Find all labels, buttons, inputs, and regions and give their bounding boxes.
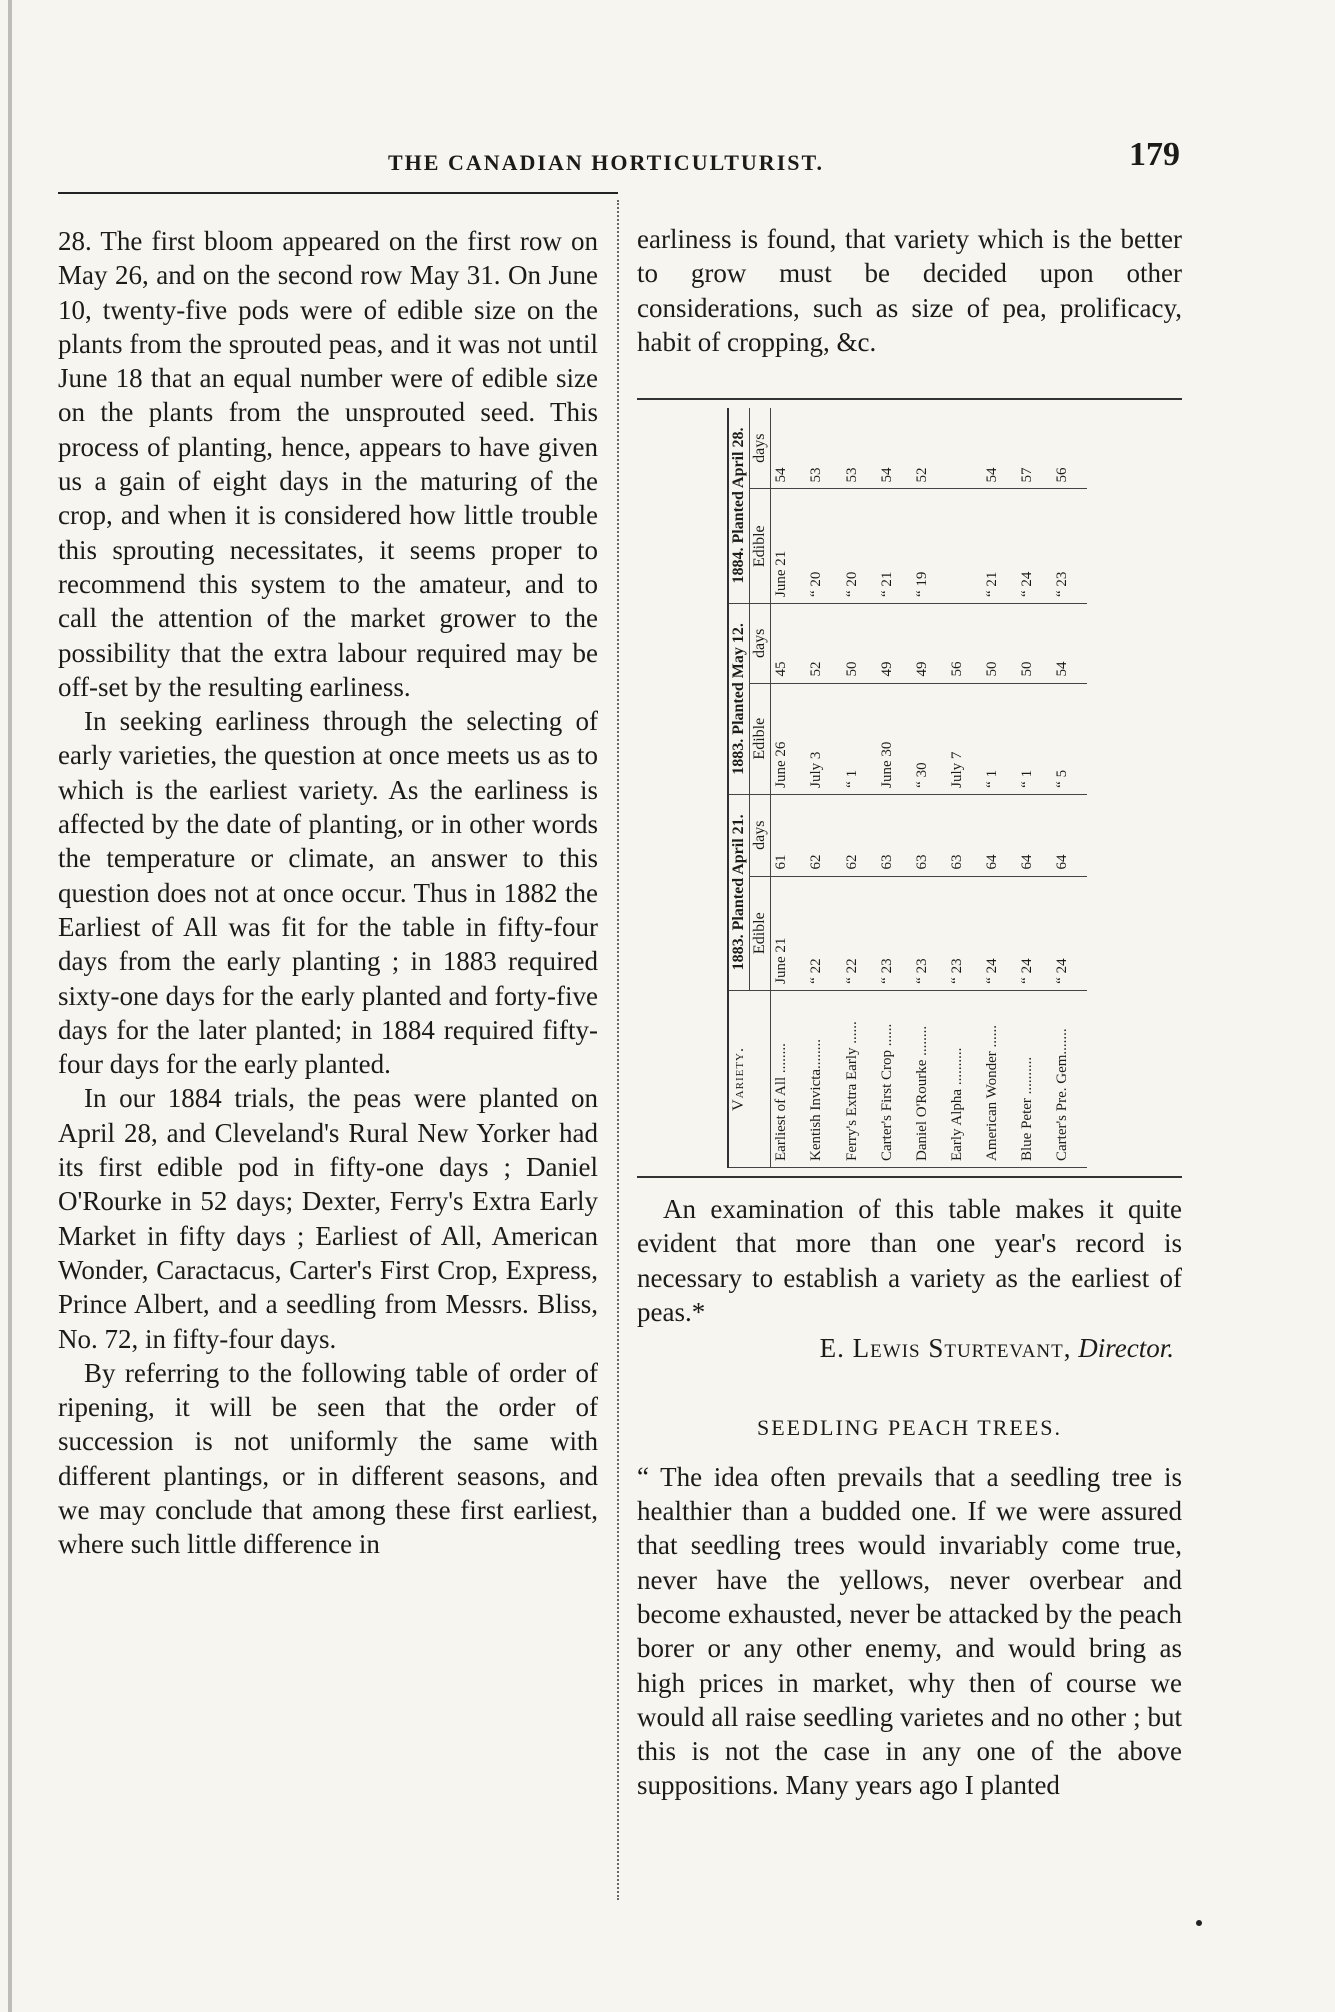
edible-date-cell: June 21 [771,489,807,604]
days-cell: 49 [877,604,912,684]
days-cell: 52 [912,408,947,489]
edible-date-cell: “ 1 [982,683,1017,794]
right-column [637,222,1182,359]
table-row [771,408,807,1168]
table-row [806,408,841,1168]
edible-date-cell: “ 21 [982,489,1017,604]
edible-date-cell: “ 22 [806,876,841,990]
days-header: days [750,408,771,489]
paragraph-1884-trials: In our 1884 trials, the peas were planted on April 28, and Cleveland's Rural New Yorker had its first edible pod in fifty-one days ; Daniel O'Rourke in 52 days; Dexter, Ferry's Extra Early Market in fifty days ; Earliest of All, American Wonder, Caractacus, Carter's First Crop, Express, Prince Albert, and a seedling from Messrs. Bliss, No. 72, in fifty-four days. [58,1083,598,1354]
days-cell: 56 [947,604,982,684]
days-header: days [750,604,771,684]
table-row [1017,408,1052,1168]
variety-header: Variety. [728,990,771,1167]
variety-cell: Carter's Pre. Gem....... [1052,990,1087,1167]
variety-cell: Earliest of All ........ [771,990,807,1167]
edible-date-cell: June 21 [771,876,807,990]
edible-date-cell: “ 30 [912,683,947,794]
days-cell: 63 [912,794,947,876]
days-cell: 61 [771,794,807,876]
days-cell: 63 [877,794,912,876]
days-cell: 54 [771,408,807,489]
table-top-rule [637,398,1182,400]
days-cell: 52 [806,604,841,684]
section-title: SEEDLING PEACH TREES. [757,1415,1062,1441]
days-cell: 54 [1052,604,1087,684]
edible-date-cell: “ 24 [1052,876,1087,990]
stray-ink-dot [1196,1920,1202,1926]
right-column-lower [637,1192,1182,1803]
days-cell: 64 [1052,794,1087,876]
page-header [58,130,1180,180]
table-row [947,408,982,1168]
variety-cell: Kentish Invicta........ [806,990,841,1167]
days-cell: 64 [982,794,1017,876]
days-cell: 45 [771,604,807,684]
table-row [1052,408,1087,1168]
days-cell: 54 [877,408,912,489]
paragraph-table-examination: An examination of this table makes it quite evident that more than one year's record is necessary to establish a variety as the earliest of peas.* [637,1194,1182,1327]
days-cell: 57 [1017,408,1052,489]
edible-date-cell: “ 23 [912,876,947,990]
variety-cell: Blue Peter .......... [1017,990,1052,1167]
table-row [842,408,877,1168]
edible-date-cell: June 30 [877,683,912,794]
group-header-1883-may: 1883. Planted May 12. [728,604,750,795]
column-divider [617,200,619,1900]
edible-date-cell: “ 5 [1052,683,1087,794]
signature-name: E. Lewis Sturtevant, [819,1333,1072,1364]
variety-cell: Early Alpha .......... [947,990,982,1167]
days-cell: 56 [1052,408,1087,489]
days-cell: 50 [842,604,877,684]
days-cell: 53 [806,408,841,489]
edible-header: Edible [750,683,771,794]
running-head: THE CANADIAN HORTICULTURIST. [388,150,825,175]
table-row [912,408,947,1168]
days-cell: 63 [947,794,982,876]
paragraph-sprouting: 28. The first bloom appeared on the first row on May 26, and on the second row May 31. On June 10, twenty-five pods were of edible size on the plants from the sprouted peas, and it was not until June 18 that an equal number were of edible size on the plants from the unsprouted seed. This process of planting, hence, appears to have given us a gain of eight days in the maturing of the crop, and when it is considered how little trouble this sprouting necessitates, it seems proper to recommend this system to the amateur, and to call the attention of the market grower to the possibility that the extra labour required may be off-set by the resulting earliness. [58,226,598,702]
edible-date-cell: “ 19 [912,489,947,604]
days-cell: 54 [982,408,1017,489]
table-row [982,408,1017,1168]
table-row [877,408,912,1168]
edible-date-cell: “ 23 [947,876,982,990]
edible-header: Edible [750,876,771,990]
edible-date-cell: “ 21 [877,489,912,604]
variety-cell: Carter's First Crop ...... [877,990,912,1167]
table-bottom-rule [637,1176,1182,1178]
paragraph-continuation: earliness is found, that variety which is the better to grow must be decided upon other considerations, such as size of pea, prolificacy, habit of cropping, &c. [637,224,1182,357]
days-header: days [750,794,771,876]
paragraph-earliness: In seeking earliness through the selecting of early varieties, the question at once meets us as to which is the earliest variety. As the earliness is affected by the date of planting, or in other words the temperature or climate, an answer to this question does not at once occur. Thus in 1882 the Earliest of All was fit for the table in fifty-four days from the early planting ; in 1883 required sixty-one days for the early planted and forty-five days for the later planted; in 1884 required fifty-four days for the early planted. [58,706,598,1080]
edible-date-cell: “ 20 [806,489,841,604]
edible-date-cell: “ 24 [1017,876,1052,990]
scan-margin-shadow [8,0,12,2012]
left-column [58,224,598,1562]
edible-date-cell: “ 22 [842,876,877,990]
paragraph-table-reference: By referring to the following table of order of ripening, it will be seen that the order of succession is not uniformly the same with different plantings, or in different seasons, and we may conclude that among these first earliest, where such little difference in [58,1357,598,1560]
days-cell: 50 [982,604,1017,684]
edible-header: Edible [750,489,771,604]
edible-date-cell: “ 1 [1017,683,1052,794]
edible-date-cell: “ 23 [1052,489,1087,604]
days-cell [947,408,982,489]
ripening-table [727,408,1087,1168]
edible-date-cell: June 26 [771,683,807,794]
edible-date-cell: “ 24 [1017,489,1052,604]
days-cell: 50 [1017,604,1052,684]
edible-date-cell: July 7 [947,683,982,794]
days-cell: 62 [806,794,841,876]
edible-date-cell: “ 1 [842,683,877,794]
edible-date-cell: “ 20 [842,489,877,604]
edible-date-cell [947,489,982,604]
days-cell: 64 [1017,794,1052,876]
signature [637,1331,1182,1365]
days-cell: 62 [842,794,877,876]
variety-cell: Daniel O'Rourke ........ [912,990,947,1167]
variety-cell: American Wonder ...... [982,990,1017,1167]
signature-title: Director. [1078,1333,1174,1364]
paragraph-seedling-peach: “ The idea often prevails that a seedling tree is healthier than a budded one. If we were assured that seedling trees would invariably come true, never have the yellows, never overbear and become exhausted, never be attacked by the peach borer or any other enemy, and would bring as high prices in market, why then of course we would all raise seedling varietes and no other ; but this is not the case in any one of the above suppositions. Many years ago I planted [637,1461,1182,1801]
variety-cell: Ferry's Extra Early ...... [842,990,877,1167]
days-cell: 53 [842,408,877,489]
ripening-table-block [637,398,1182,1178]
days-cell: 49 [912,604,947,684]
edible-date-cell: “ 23 [877,876,912,990]
page-number: 179 [1129,136,1180,173]
edible-date-cell: “ 24 [982,876,1017,990]
header-rule [58,192,618,194]
rotated-table-frame [727,408,1087,1168]
group-header-1883-april: 1883. Planted April 21. [728,794,750,990]
group-header-1884-april: 1884. Planted April 28. [728,408,750,604]
edible-date-cell: July 3 [806,683,841,794]
